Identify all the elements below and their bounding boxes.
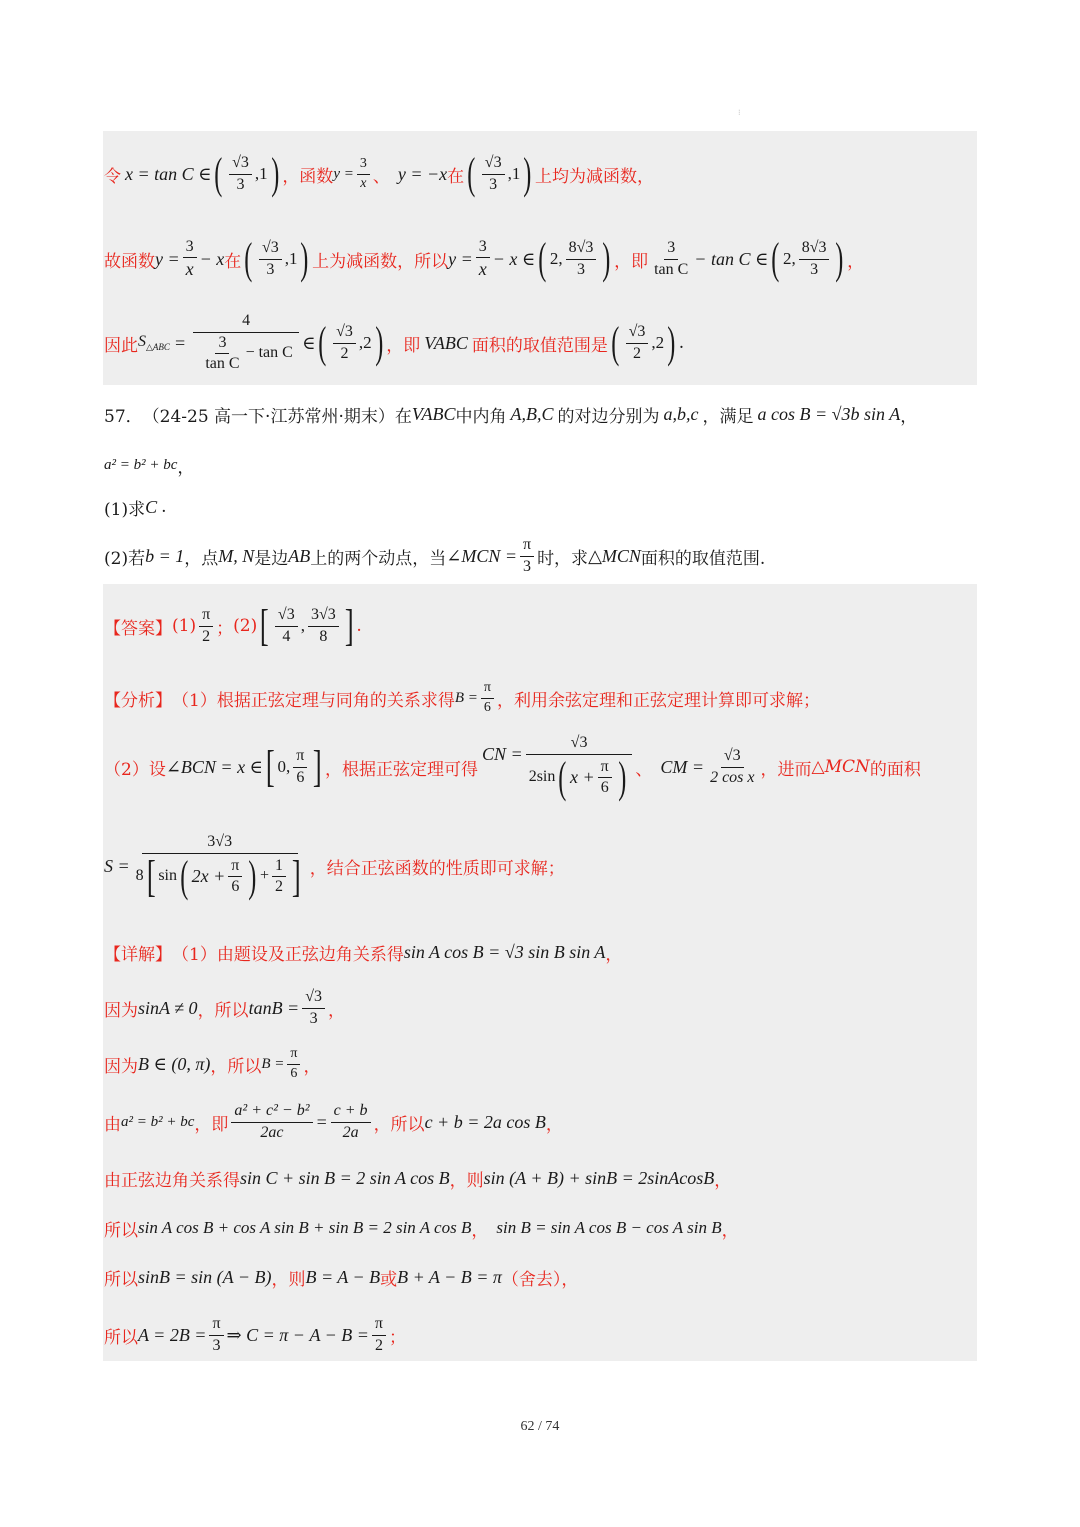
prev-line-2	[104, 230, 864, 288]
text: 故函数	[104, 251, 155, 272]
interval: ( $\frac{√3}{2}$ , 2 )	[318, 318, 383, 367]
detail-line-8: 所以 A = 2B = $\frac{\pi}{3}$ ⇒ C = π − A − B = $\frac{\pi}{2}$ ；	[104, 1315, 406, 1354]
fraction: $\frac{3}{\text{tan C}}$	[654, 239, 689, 278]
analysis-line-2: （2）设 ∠BCN = x ∈ [ 0 , $\frac{\pi}{6}$ ] ，根据正弦定理可得 CN = √3 2sin ( x + $\frac{\pi}{6}$ ) 、 CM = $\frac{√3}{\text{2 cos x}}$ ，进而 △MCN 的面积	[104, 734, 921, 802]
math-expr: y =	[155, 248, 180, 269]
fraction: $\frac{\pi}{6}$	[481, 680, 494, 715]
prev-line-3: 因此 $S_{\triangle ABC}$ = 4 $\frac{3}{\text{tan C}}$ − tan C ∈ ( $\frac{√3}{2}$ , 2 ) ，即 VABC 面积的取值范围是 ( $\frac{√3}{2}$ , 2 ) .	[104, 312, 685, 373]
detail-tag: 【详解】	[104, 944, 172, 965]
detail-line-5: 由正弦边角关系得 sin C + sin B = 2 sin A cos B ，则 sin (A + B) + sinB = 2sinAcosB ，	[104, 1167, 732, 1191]
problem-source: （24-25 高一下·江苏常州·期末）在	[142, 406, 412, 427]
math-expr: x = tan C ∈	[125, 163, 212, 184]
problem-part-2: (2)若 b = 1 ，点 M, N 是边 AB 上的两个动点，当 ∠MCN = $\frac{\pi}{3}$ 时，求 △MCN 面积的取值范围.	[104, 536, 766, 575]
text: ，	[847, 251, 865, 272]
fraction: $\frac{3}{x}$	[476, 238, 490, 280]
fraction: √3 2sin ( x + $\frac{\pi}{6}$ )	[526, 734, 633, 799]
interval: [ $\frac{√3}{4}$ , $\frac{3√3}{8}$ ]	[260, 601, 354, 650]
text: 面积的取值范围是	[471, 335, 608, 356]
fraction: $\frac{√3}{\text{2 cos x}}$	[710, 747, 755, 786]
interval: ( $\frac{√3}{2}$ , 2 )	[611, 318, 676, 367]
problem-number: 57．	[104, 406, 143, 427]
problem-part-1: (1)求 C .	[104, 496, 167, 520]
fraction: $\frac{\text{a² + c² − b²}}{2ac}$	[231, 1102, 312, 1142]
answer-tag: 【答案】	[104, 618, 172, 639]
problem-statement-line-2: a² = b² + bc ，	[104, 456, 195, 478]
interval: ( 2 , $\frac{8√3}{3}$ )	[538, 234, 611, 283]
text: ，函数	[282, 166, 334, 187]
math-expr: VABC	[424, 332, 468, 353]
text: ，即	[614, 251, 649, 272]
fraction: $\frac{\pi}{3}$	[520, 536, 534, 576]
text: 在	[447, 166, 465, 187]
fraction: 4 $\frac{3}{\text{tan C}}$ − tan C	[193, 312, 299, 373]
detail-line-1: 【详解】 （1）由题设及正弦边角关系得 sin A cos B = √3 sin B sin A ，	[104, 941, 623, 965]
analysis-tag: 【分析】	[104, 690, 172, 711]
corner-mark: ⁝	[738, 108, 741, 117]
prev-line-1	[104, 146, 654, 202]
math-expr: y =	[333, 165, 354, 182]
interval: ( $\frac{√3}{3}$ , 1 )	[244, 234, 309, 283]
math-expr: − x	[199, 248, 225, 269]
math-expr: y = −x	[397, 163, 448, 184]
page-number: 62 / 74	[520, 1419, 560, 1434]
math-expr: − x ∈	[492, 248, 536, 269]
fraction: $\frac{\pi}{2}$	[199, 606, 213, 646]
text: 令	[104, 166, 121, 187]
answer-line: 【答案】 (1) $\frac{\pi}{2}$ ； (2) [ $\frac{√3}{4}$ , $\frac{3√3}{8}$ ] .	[104, 601, 362, 650]
text: 、	[372, 166, 390, 187]
interval: [ 0 , $\frac{\pi}{6}$ ]	[265, 742, 323, 791]
detail-line-7: 所以 sinB = sin (A − B) ，则 B = A − B 或 B + A − B = π （舍去），	[104, 1266, 579, 1290]
detail-line-6: 所以 sin A cos B + cos A sin B + sin B = 2 sin A cos B ， sin B = sin A cos B − cos A sin B ，	[104, 1218, 739, 1241]
math-expr: $S_{\triangle ABC}$	[138, 332, 170, 353]
fraction: $\frac{\pi}{6}$	[287, 1046, 300, 1081]
detail-line-3: 因为 B ∈ (0, π) ，所以 B = $\frac{\pi}{6}$ ，	[104, 1046, 321, 1081]
fraction: $\frac{c + b}{2a}$	[331, 1102, 371, 1142]
math-expr: y =	[448, 248, 473, 269]
fraction: $\frac{3}{x}$	[357, 156, 370, 191]
text: 上均为减函数，	[534, 166, 654, 187]
text: 因此	[104, 335, 138, 356]
interval: ( 2 , $\frac{8√3}{3}$ )	[771, 234, 844, 283]
text: 上为减函数，所以	[312, 251, 449, 272]
text: .	[678, 333, 685, 353]
fraction: $\frac{3}{x}$	[183, 238, 197, 280]
text: ，即	[386, 335, 421, 356]
fraction: $\frac{√3}{3}$	[302, 988, 325, 1028]
problem-statement-line-1: 57． （24-25 高一下·江苏常州·期末）在 VABC 中内角 A,B,C 的对边分别为 a,b,c ，满足 a cos B = √3b sin A ，	[104, 403, 918, 427]
analysis-line-1: 【分析】 （1）根据正弦定理与同角的关系求得 B = $\frac{\pi}{6}$ ，利用余弦定理和正弦定理计算即可求解；	[104, 680, 820, 715]
interval: ( $\frac{√3}{3}$ , 1 )	[214, 149, 280, 198]
fraction: $\frac{\pi}{3}$	[209, 1315, 223, 1355]
detail-line-2: 因为 sinA ≠ 0 ，所以 tanB = $\frac{√3}{3}$ ，	[104, 988, 345, 1027]
analysis-line-3: S = 3√3 8 [ sin ( 2x + $\frac{\pi}{6}$ ) + $\frac{1}{2}$ ] ，结合正弦函数的性质即可求解；	[104, 833, 565, 901]
interval: ( $\frac{√3}{3}$ , 1 )	[467, 149, 532, 198]
detail-line-4: 由 a² = b² + bc ，即 $\frac{\text{a² + c² − b²}}{2ac}$ = $\frac{c + b}{2a}$ ，所以 c + b = 2a cos B ，	[104, 1102, 563, 1141]
math-expr: − tan C ∈	[694, 248, 769, 269]
fraction: $\frac{\pi}{2}$	[372, 1315, 386, 1355]
text: 在	[224, 251, 242, 272]
fraction: 3√3 8 [ sin ( 2x + $\frac{\pi}{6}$ ) + $\frac{1}{2}$ ]	[135, 833, 301, 901]
